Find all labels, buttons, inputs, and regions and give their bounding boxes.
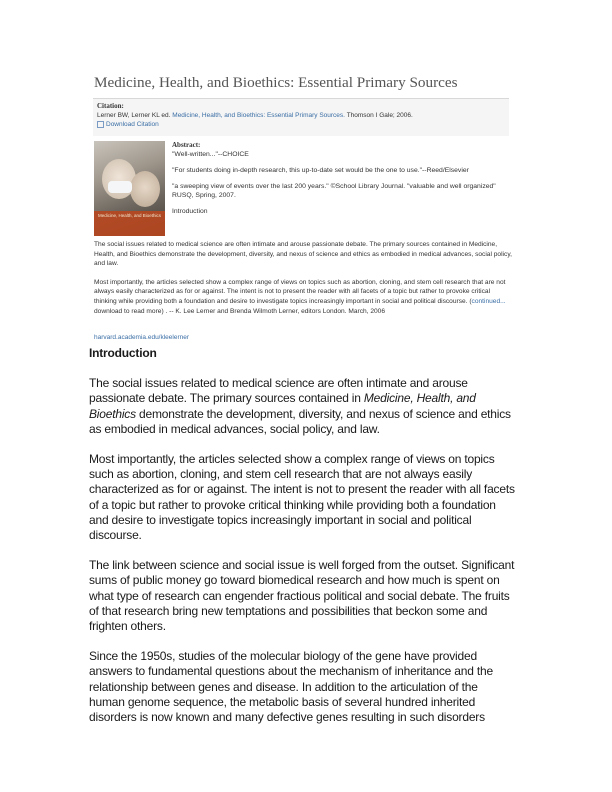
screenshot-paragraph (94, 278, 514, 316)
citation-line (97, 111, 505, 120)
cover-mask (108, 181, 132, 193)
source-link[interactable]: harvard.academia.edu/kleelerner (94, 334, 190, 341)
paragraph-text: The social issues related to medical science are often intimate and arouse passionate debate. The primary sources contained in (89, 376, 468, 406)
article-paragraph (89, 376, 515, 437)
citation-authors: Lerner BW, Lerner KL ed. (97, 112, 171, 119)
screenshot-body (94, 240, 514, 325)
download-citation-link[interactable]: Download Citation (106, 121, 159, 128)
article-heading: Introduction (89, 346, 157, 360)
article-paragraph: Since the 1950s, studies of the molecular biology of the gene have provided answers to fundamental questions about the mechanism of inheritance and the relationship between genes and disease. In addition to the articulation of the human genome sequence, the metabolic basis of several hundred inherited disorders is now known and many defective genes resulting in such disorders (89, 649, 493, 725)
cover-title: Medicine, Health, and Bioethics (98, 213, 162, 218)
abstract-quote: "For students doing in-depth research, this up-to-date set would be the one to use."--Reed/Elsevier (172, 167, 469, 174)
abstract-quote: "Well-written..."--CHOICE (172, 151, 249, 158)
citation-title-link[interactable]: Medicine, Health, and Bioethics: Essential Primary Sources. (172, 112, 345, 119)
citation-heading: Citation: (97, 102, 124, 110)
paragraph-text: download to read more) . -- K. Lee Lerner and Brenda Wilmoth Lerner, editors London. March, 2006 (94, 307, 386, 315)
citation-publisher: Thomson I Gale; 2006. (346, 112, 413, 119)
book-title-italic: Medicine, Health, and Bioethics (89, 391, 476, 421)
article (89, 346, 515, 740)
continued-link[interactable]: continued... (471, 297, 506, 305)
cover-face (130, 171, 160, 207)
paragraph-text: demonstrate the development, diversity, and nexus of science and ethics as embodied in medical advances, social policy, and law. (89, 406, 511, 436)
article-paragraph: Most importantly, the articles selected show a complex range of views on topics such as abortion, cloning, and stem cell research that are not always easily characterized as for or against. The intent is not to present the reader with all facets of a topic but rather to provoke critical thinking while providing both a foundation and desire to investigate topics increasingly important in social and political discourse. (89, 452, 515, 543)
article-paragraph: The link between science and social issue is well forged from the outset. Significant sums of public money go toward biomedical research and how much is spent on what type of research can engender fractious political and social debate. The fruits of that research bring new temptations and possibilities that beckon some and frighten others. (89, 558, 515, 634)
screenshot-paragraph: The social issues related to medical science are often intimate and arouse passionate debate. The primary sources contained in Medicine, Health, and Bioethics demonstrate the development, diversity, and nexus of science and ethics as embodied in medical advances, social policy, and law. (94, 241, 512, 268)
abstract-heading: Abstract: (172, 141, 201, 149)
citation-box (93, 98, 509, 136)
abstract (172, 141, 512, 223)
abstract-intro: Introduction (172, 208, 208, 215)
download-icon (97, 121, 104, 128)
book-cover-image (94, 141, 165, 236)
download-citation-row[interactable] (97, 120, 505, 129)
abstract-quote: "a sweeping view of events over the last 200 years." ©School Library Journal. "valuable and well organized" RUSQ, Spring, 2007. (172, 183, 496, 199)
book-title: Medicine, Health, and Bioethics: Essential Primary Sources (94, 74, 458, 91)
paragraph-text: Most importantly, the articles selected show a complex range of views on topics such as abortion, cloning, and stem cell research that are not always easily characterized as for or against. The intent is not to present the reader with all facets of a topic but rather to provoke critical thinking while providing both a foundation and desire to investigate topics increasingly important in social and political discourse. ( (94, 278, 506, 305)
